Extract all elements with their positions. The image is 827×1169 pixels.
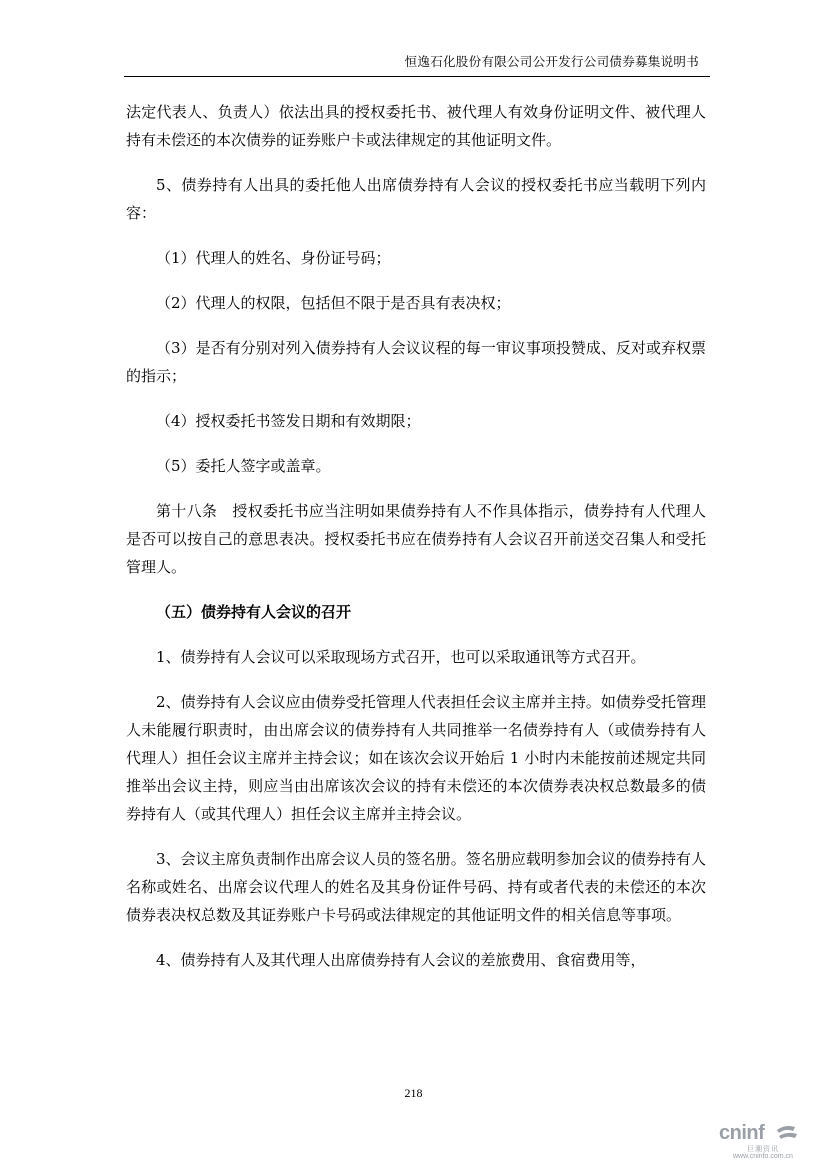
document-header: 恒逸石化股份有限公司公开发行公司债券募集说明书: [404, 54, 699, 69]
list-item: （5）委托人签字或盖章。: [156, 457, 331, 475]
paragraph: 3、会议主席负责制作出席会议人员的签名册。签名册应载明参加会议的债券持有人名称或姓名、出席会议代理人的姓名及其身份证件号码、持有或者代表的未偿还的本次债券表决权总数及其证券账户卡号码或法律规定的其他证明文件的相关信息等事项。: [126, 850, 706, 924]
article-paragraph: 第十八条 授权委托书应当注明如果债券持有人不作具体指示，债券持有人代理人是否可以按自己的意思表决。授权委托书应在债券持有人会议召开前送交召集人和受托管理人。: [126, 502, 706, 576]
logo-url: www.cninfo.com.cn: [733, 1153, 793, 1160]
cninfo-logo-icon: [775, 1124, 801, 1144]
paragraph: 法定代表人、负责人）依法出具的授权委托书、被代理人有效身份证明文件、被代理人持有未偿还的本次债券的证券账户卡或法律规定的其他证明文件。: [126, 103, 706, 149]
paragraph: 1、债券持有人会议可以采取现场方式召开，也可以采取通讯等方式召开。: [156, 648, 646, 666]
list-item: （4）授权委托书签发日期和有效期限；: [156, 412, 421, 430]
paragraph: 4、债券持有人及其代理人出席债券持有人会议的差旅费用、食宿费用等，: [156, 951, 646, 969]
page-body: [126, 98, 706, 974]
paragraph: 5、债券持有人出具的委托他人出席债券持有人会议的授权委托书应当载明下列内容：: [126, 176, 706, 222]
list-item: （3）是否有分别对列入债券持有人会议议程的每一审议事项投赞成、反对或弃权票的指示；: [126, 339, 706, 385]
cninfo-watermark-logo: [719, 1122, 805, 1162]
page-number: 218: [404, 1086, 423, 1100]
list-item: （2）代理人的权限，包括但不限于是否具有表决权；: [156, 294, 511, 312]
paragraph: 2、债券持有人会议应由债券受托管理人代表担任会议主席并主持。如债券受托管理人未能履行职责时，由出席会议的债券持有人共同推举一名债券持有人（或债券持有人代理人）担任会议主席并主持会议；如在该次会议开始后 1 小时内未能按前述规定共同推举出会议主持，则应当由出席该次会议的持有未偿还的本次债券表决权总数最多的债券持有人（或其代理人）担任会议主席并主持会议。: [126, 693, 706, 823]
header-rule: [124, 76, 710, 77]
logo-cn-name: 巨潮资讯: [747, 1146, 779, 1153]
section-heading: （五）债券持有人会议的召开: [156, 603, 352, 621]
logo-brand: cninf: [719, 1122, 765, 1144]
list-item: （1）代理人的姓名、身份证号码；: [156, 249, 391, 267]
